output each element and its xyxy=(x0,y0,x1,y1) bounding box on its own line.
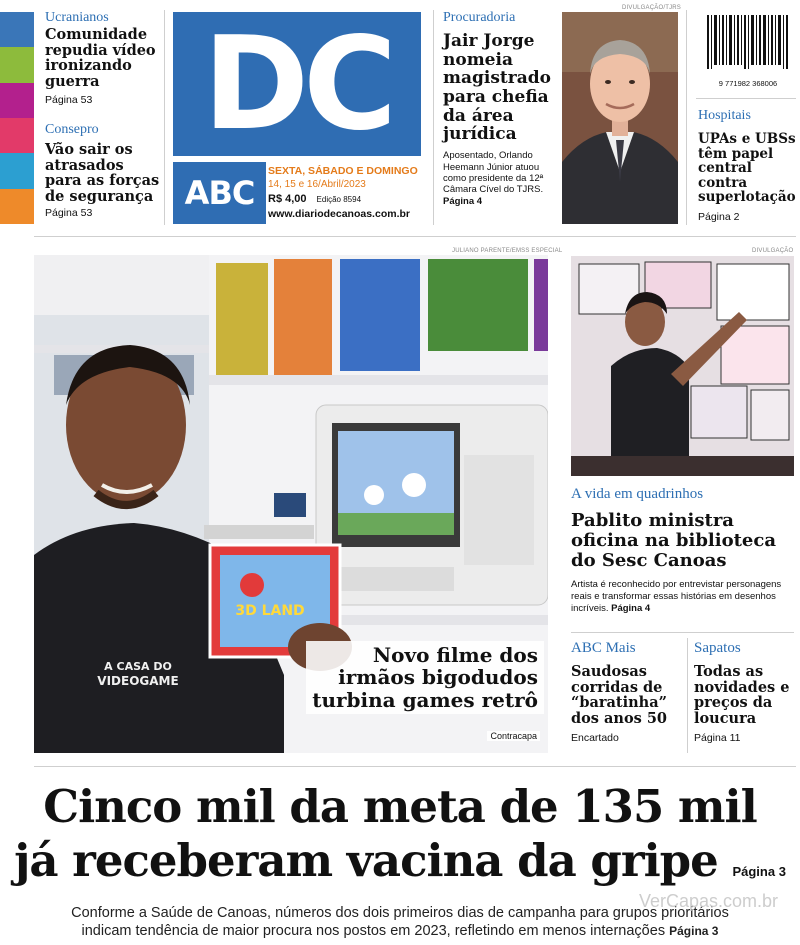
strip-block xyxy=(0,83,34,118)
story-headline: Jair Jorge nomeia magistrado para chefia da área jurídica xyxy=(443,31,551,145)
overlay-line: turbina games retrô xyxy=(312,687,538,712)
story-kicker: Procuradoria xyxy=(443,10,516,25)
story-body xyxy=(443,150,561,207)
portrait-illustration xyxy=(562,12,678,224)
lead-headline-line: Cinco mil da meta de 135 mil xyxy=(43,780,757,833)
column-divider xyxy=(164,10,165,225)
story-headline: Saudosas corridas de “baratinha” dos anos 50 xyxy=(571,663,668,727)
overlay-line: Novo filme dos xyxy=(372,643,538,667)
barcode xyxy=(703,15,793,88)
story-page: Página 2 xyxy=(698,210,740,223)
strip-block xyxy=(0,47,34,82)
story-ucranianos[interactable] xyxy=(45,10,160,106)
photo-credit: DIVULGAÇÃO/TJRS xyxy=(622,5,682,11)
story-sapatos[interactable] xyxy=(694,640,794,744)
story-page: Página 11 xyxy=(694,731,741,744)
portrait-photo xyxy=(562,12,678,224)
lead-subline-page: Página 3 xyxy=(669,923,719,938)
quadrinhos-photo[interactable] xyxy=(571,256,794,476)
newspaper-logo[interactable] xyxy=(173,9,421,159)
story-headline: Todas as novidades e preços da loucura xyxy=(694,663,790,727)
strip-block xyxy=(0,189,34,224)
photo-credit: JULIANO PARENTE/EMSS ESPECIAL xyxy=(452,248,563,254)
edition-info xyxy=(268,164,428,221)
story-procuradoria[interactable] xyxy=(443,10,558,207)
overlay-page: Contracapa xyxy=(487,731,540,741)
story-page: Página 4 xyxy=(611,603,651,615)
strip-block xyxy=(0,153,34,188)
section-divider xyxy=(34,766,796,767)
story-body xyxy=(571,579,794,615)
website-link[interactable]: www.diariodecanoas.com.br xyxy=(268,207,410,220)
story-abc-mais[interactable] xyxy=(571,640,683,744)
edition-days: SEXTA, SÁBADO E DOMINGO xyxy=(268,165,418,177)
lead-headline[interactable] xyxy=(0,780,800,888)
story-headline: Pablito ministra oficina na biblioteca do Sesc Canoas xyxy=(571,510,777,571)
story-hospitais[interactable] xyxy=(698,108,798,223)
story-body-text: Artista é reconhecido por entrevistar personagens reais e transformar essas histórias em desenhos incríveis. xyxy=(571,579,782,615)
edition-dates: 14, 15 e 16/Abril/2023 xyxy=(268,179,366,191)
barcode-number: 9 771982 368006 xyxy=(718,79,778,88)
column-divider xyxy=(433,10,434,225)
lead-headline-text: já receberam vacina da gripe xyxy=(14,834,718,887)
lead-subline-text: indicam tendência de maior procura nos postos em 2023, refletindo em menos internações xyxy=(81,922,666,939)
strip-block xyxy=(0,12,34,47)
story-page: Página 53 xyxy=(45,206,93,219)
quadrinhos-illustration xyxy=(571,256,794,476)
story-kicker: Consepro xyxy=(45,122,99,137)
section-divider xyxy=(34,236,796,237)
column-divider xyxy=(686,10,687,225)
lead-subline-line xyxy=(0,923,800,941)
logo-abc: ABC xyxy=(173,162,266,224)
story-body-text: Aposentado, Orlando Heemann Júnior atuou como presidente da 12ª Câmara Cível do TJRS. xyxy=(443,150,544,196)
story-page: Página 4 xyxy=(443,195,483,207)
story-kicker: Hospitais xyxy=(698,108,751,123)
story-kicker: Sapatos xyxy=(694,640,741,656)
story-headline: Comunidade repudia vídeo ironizando guerra xyxy=(45,26,156,90)
shirt-text: VIDEOGAME xyxy=(97,674,179,688)
story-page: Encartado xyxy=(571,731,619,744)
photo-overlay-headline xyxy=(306,641,544,714)
barcode-icon xyxy=(703,15,793,73)
section-divider xyxy=(571,632,794,633)
story-kicker: ABC Mais xyxy=(571,640,636,656)
lead-subline-text: Conforme a Saúde de Canoas, números dos dois primeiros dias de campanha para grupos prioritários xyxy=(71,905,729,921)
story-consepro[interactable] xyxy=(45,122,160,219)
lead-headline-page: Página 3 xyxy=(732,864,786,879)
edition-price: R$ 4,00 xyxy=(268,192,307,205)
main-photo[interactable] xyxy=(34,255,548,753)
section-color-strip xyxy=(0,12,34,224)
story-kicker: Ucranianos xyxy=(45,10,109,25)
story-page: Página 53 xyxy=(45,93,93,106)
column-divider xyxy=(687,638,688,753)
story-kicker: A vida em quadrinhos xyxy=(571,486,704,502)
story-headline: Vão sair os atrasados para as forças de segurança xyxy=(45,141,160,205)
watermark: VerCapas.com.br xyxy=(638,891,778,911)
lead-headline-line xyxy=(0,834,800,888)
story-headline: UPAs e UBSs têm papel central contra superlotação xyxy=(698,131,796,206)
photo-credit: DIVULGAÇÃO xyxy=(752,248,794,254)
shirt-text: A CASA DO xyxy=(104,660,172,673)
story-quadrinhos[interactable] xyxy=(571,486,794,615)
strip-block xyxy=(0,118,34,153)
logo-dc-text: DC xyxy=(202,9,392,159)
overlay-line: irmãos bigodudos xyxy=(338,665,538,690)
section-divider xyxy=(696,98,796,99)
svg-text:3D LAND: 3D LAND xyxy=(235,603,305,619)
edition-number: Edição 8594 xyxy=(316,194,362,204)
